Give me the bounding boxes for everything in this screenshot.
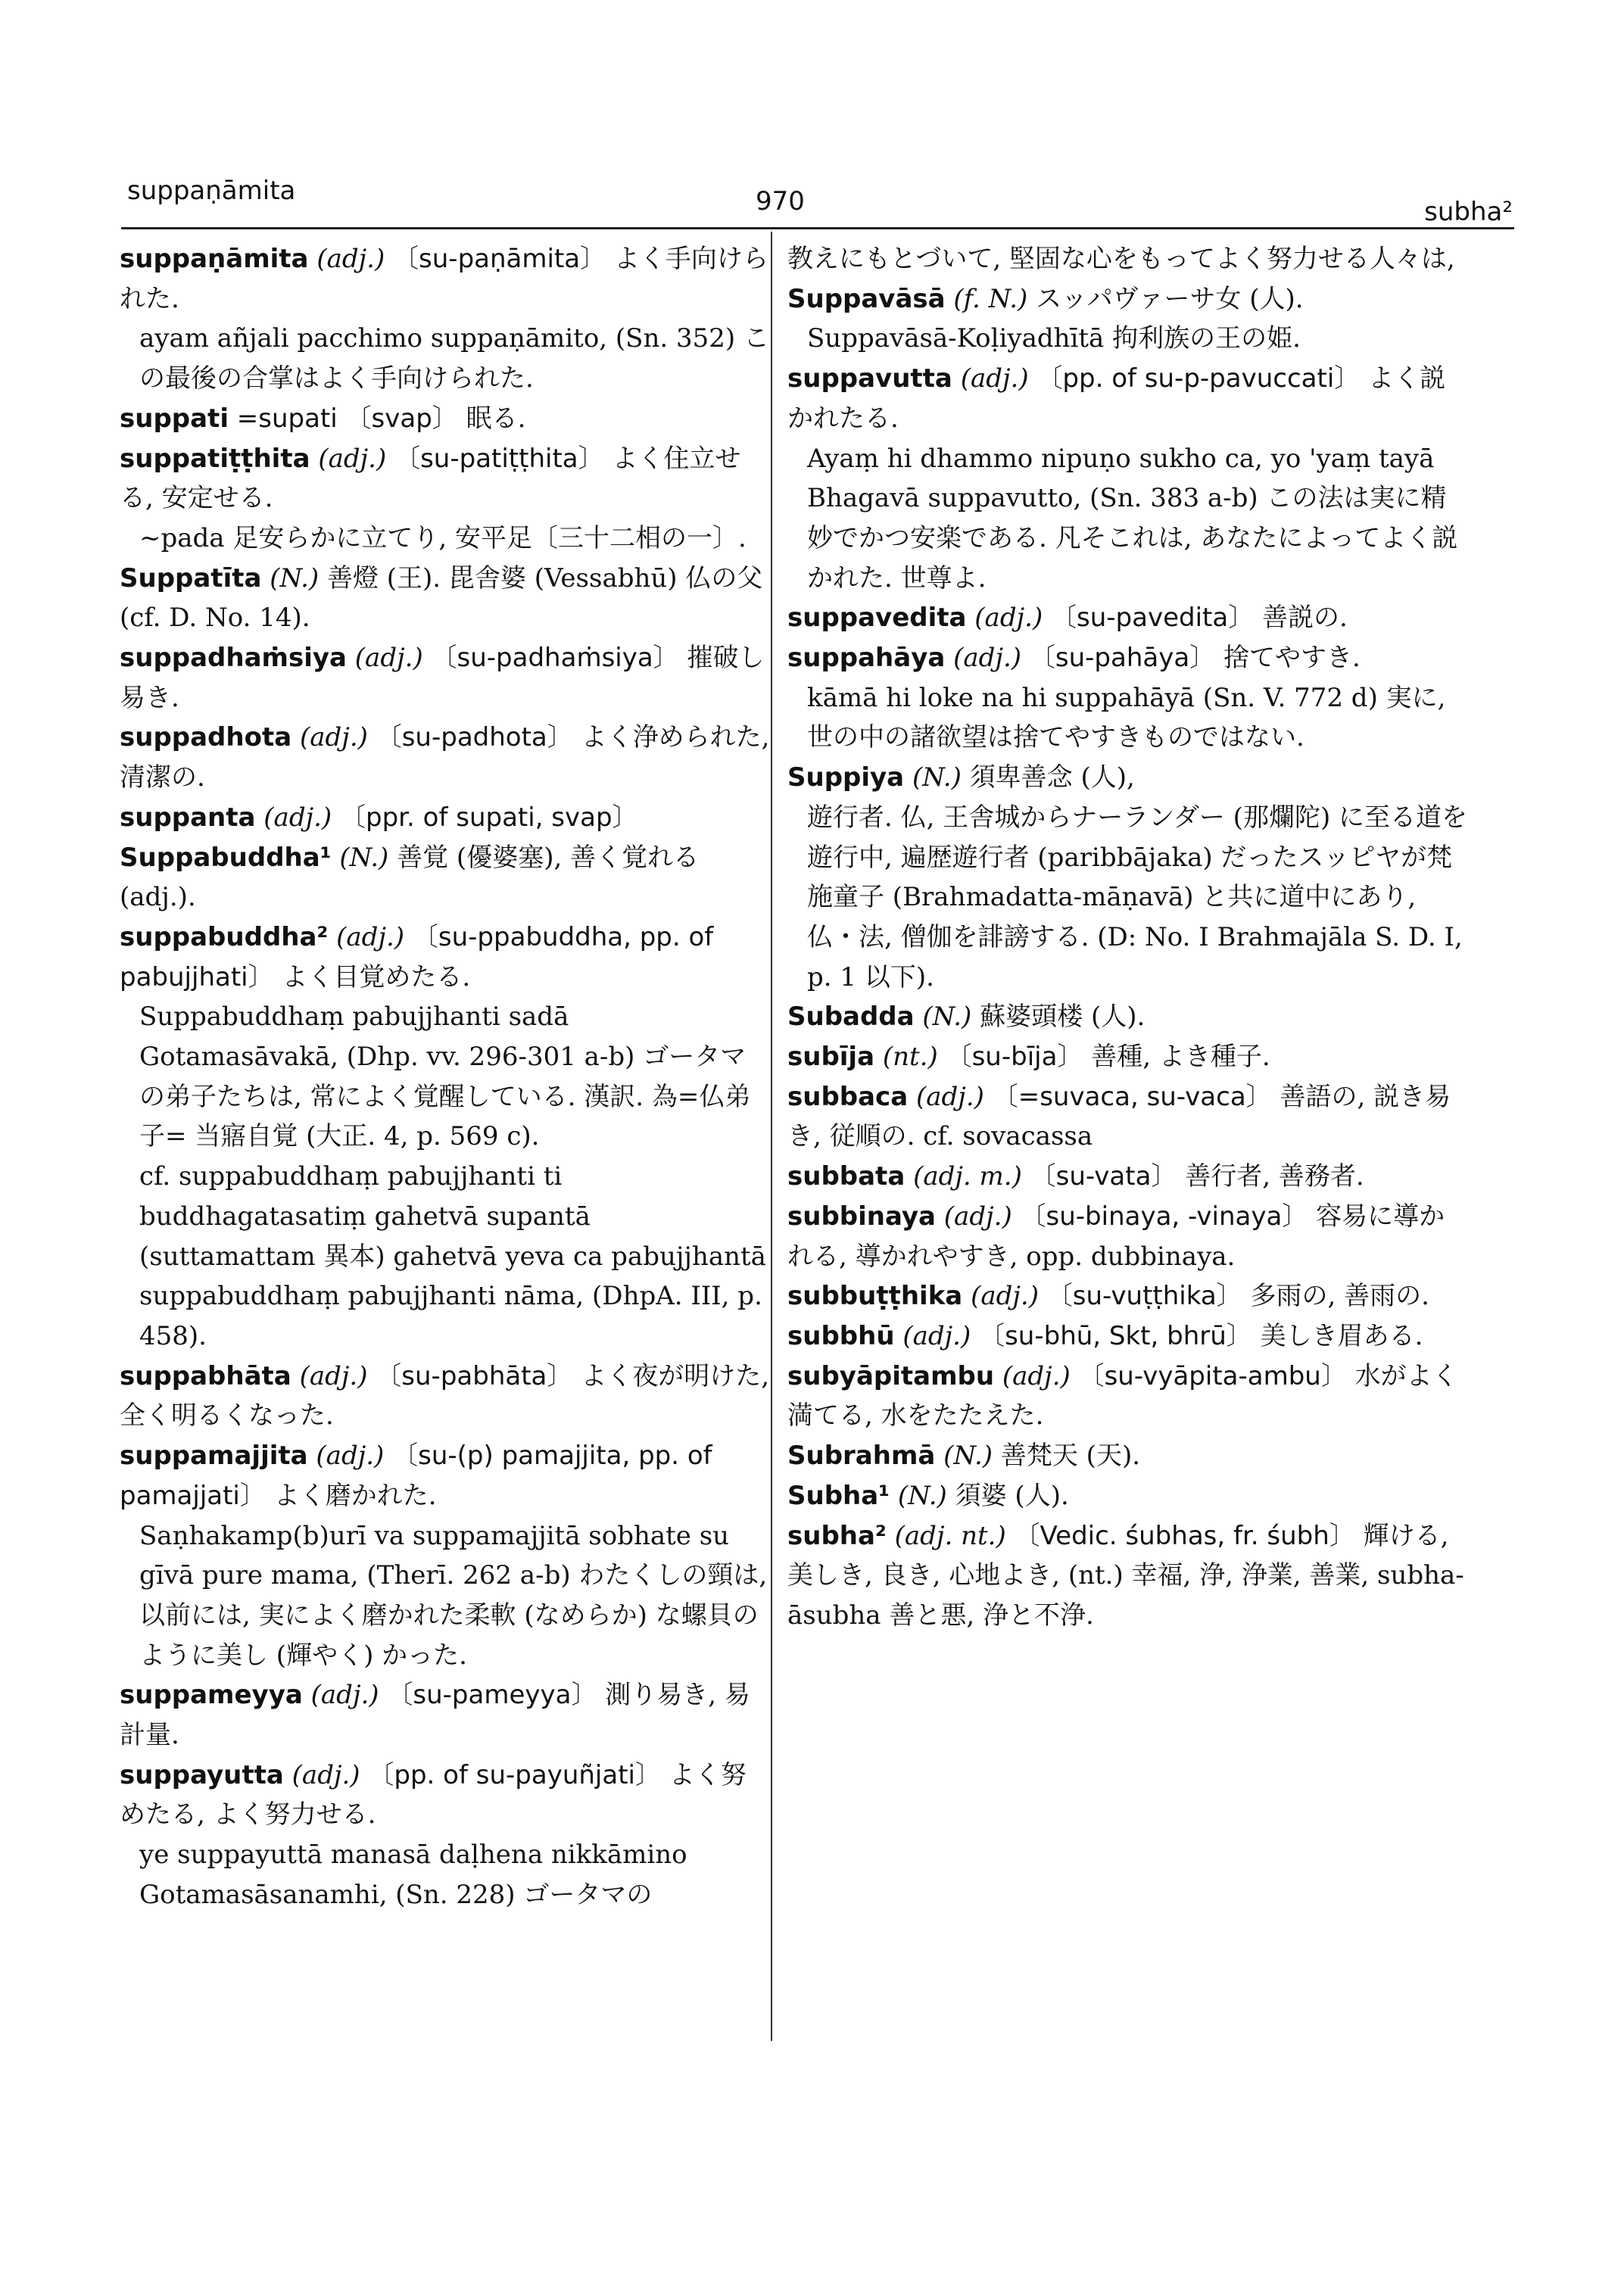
definition: 善覚 (優婆塞), 善く覚れる (adj.). xyxy=(120,842,700,913)
grammar-label: (N.) xyxy=(912,762,962,793)
headword: suppabhāta xyxy=(120,1360,291,1391)
headword: subīja xyxy=(787,1042,875,1073)
entry-line xyxy=(120,638,771,718)
definition: 測り易き, 易計量. xyxy=(120,1680,750,1751)
headword: subha² xyxy=(787,1520,887,1551)
entry-line xyxy=(787,598,1469,638)
grammar-label: (adj.) xyxy=(263,802,332,833)
definition: よく夜が明けた, 全く明るくなった. xyxy=(120,1360,770,1432)
etymology: 〔Vedic. śubhas, fr. śubh〕 xyxy=(1014,1520,1355,1551)
entry-line xyxy=(120,559,771,638)
grammar-label: (adj.) xyxy=(1002,1360,1071,1391)
definition: 須婆 (人). xyxy=(955,1480,1069,1511)
definition: よく説かれたる. xyxy=(787,363,1446,434)
dictionary-entry xyxy=(120,1357,771,1436)
usage-example: ye suppayuttā manasā daḷhena nikkāmino Gotamasāsanamhi, (Sn. 228) ゴータマの xyxy=(139,1840,687,1910)
usage-example: Ayaṃ hi dhammo nipuṇo sukho ca, yo 'yaṃ tayā Bhagavā suppavutto, (Sn. 383 a-b) この法は実に精妙でかつ安楽である. 凡そこれは, あなたによってよく説かれた. 世尊よ. xyxy=(807,443,1458,594)
dictionary-entry xyxy=(787,1157,1469,1197)
grammar-label: (adj.) xyxy=(310,1680,379,1711)
entry-line xyxy=(787,1316,1469,1357)
entry-line xyxy=(787,1037,1469,1077)
entry-line xyxy=(787,1357,1469,1436)
dictionary-entry xyxy=(787,1197,1469,1276)
entry-line xyxy=(120,1357,771,1436)
dictionary-entry xyxy=(787,1516,1469,1636)
etymology: 〔su-padhaṁsiya〕 xyxy=(431,643,679,674)
entry-line xyxy=(120,239,771,319)
headword: suppadhota xyxy=(120,722,292,753)
etymology: 〔su-vata〕 xyxy=(1030,1161,1177,1192)
definition: 多雨の, 善雨の. xyxy=(1250,1281,1429,1312)
headword: suppavedita xyxy=(787,603,967,634)
entry-line xyxy=(120,838,771,918)
grammar-label: (N.) xyxy=(339,842,389,873)
dictionary-entry xyxy=(787,1276,1469,1316)
entry-line xyxy=(787,1157,1469,1197)
definition: よく手向けられた. xyxy=(120,244,768,314)
grammar-label: (adj.) xyxy=(291,1759,360,1790)
entry-line xyxy=(120,718,771,797)
grammar-label: (adj.) xyxy=(336,921,405,952)
header-rule xyxy=(121,227,1514,229)
headword: suppaṇāmita xyxy=(120,244,309,274)
dictionary-entry xyxy=(120,559,771,638)
definition: よく努めたる, よく努力せる. xyxy=(120,1759,747,1830)
dictionary-entry xyxy=(120,1756,771,1915)
definition: 眠る. xyxy=(466,403,526,434)
dictionary-entry xyxy=(787,1037,1469,1077)
grammar-label: (adj.) xyxy=(960,363,1029,394)
grammar-label: (adj.) xyxy=(299,722,368,753)
headword: suppahāya xyxy=(787,643,946,674)
definition: 善梵天 (天). xyxy=(1000,1441,1141,1472)
headword: subbata xyxy=(787,1161,906,1192)
grammar-label: (N.) xyxy=(270,562,320,594)
dictionary-entry xyxy=(787,638,1469,758)
headword: Suppiya xyxy=(787,762,905,793)
dictionary-entry xyxy=(787,1476,1469,1516)
etymology: 〔su-pahāya〕 xyxy=(1029,643,1216,674)
etymology: 〔pp. of su-p-pavuccati〕 xyxy=(1036,363,1361,394)
header-first-word: suppaṇāmita xyxy=(127,176,296,206)
headword: suppadhaṁsiya xyxy=(120,643,347,674)
grammar-label: (f. N.) xyxy=(953,283,1028,314)
definition: 蘇婆頭楼 (人). xyxy=(980,1002,1146,1033)
grammar-label: (adj. m.) xyxy=(913,1161,1022,1192)
etymology: 〔su-bīja〕 xyxy=(946,1042,1083,1073)
entry-line xyxy=(787,1197,1469,1276)
etymology: 〔=suvaca, su-vaca〕 xyxy=(992,1081,1272,1112)
etymology: 〔su-pavedita〕 xyxy=(1051,603,1255,634)
entry-line xyxy=(120,798,771,838)
headword: Subrahmā xyxy=(787,1441,936,1472)
definition: 善燈 (王). 毘舎婆 (Vessabhū) 仏の父 (cf. D. No. 14). xyxy=(120,562,763,634)
dictionary-entry xyxy=(120,439,771,559)
etymology: 〔su-(p) pamajjita, pp. of pamajjati〕 xyxy=(120,1441,712,1511)
entry-line xyxy=(787,1476,1469,1516)
grammar-label: (adj.) xyxy=(316,244,385,274)
grammar-label: (adj.) xyxy=(943,1201,1012,1232)
definition: よく住立せる, 安定せる. xyxy=(120,443,741,514)
definition: 善行者, 善務者. xyxy=(1185,1161,1364,1192)
grammar-label: (adj. nt.) xyxy=(894,1520,1006,1551)
entry-line xyxy=(120,1436,771,1516)
headword: subbhū xyxy=(787,1320,895,1351)
headword: subyāpitambu xyxy=(787,1360,995,1391)
grammar-label: (N.) xyxy=(922,1002,972,1033)
dictionary-entry xyxy=(120,718,771,797)
dictionary-entry xyxy=(120,798,771,838)
headword: suppanta xyxy=(120,802,256,833)
definition: 容易に導かれる, 導かれやすき, opp. dubbinaya. xyxy=(787,1201,1445,1272)
usage-example: Suppabuddhaṃ pabujjhanti sadā Gotamasāvakā, (Dhp. vv. 296-301 a-b) ゴータマの弟子たちは, 常によく覚醒している. 漢訳. 為=仏弟子= 当寤自覚 (大正. 4, p. 569 c). xyxy=(139,1002,751,1152)
entry-line xyxy=(120,918,771,997)
definition: よく磨かれた. xyxy=(273,1480,437,1511)
grammar-label: (adj.) xyxy=(354,643,423,674)
dictionary-entry xyxy=(120,918,771,1357)
grammar-label: (adj.) xyxy=(318,443,387,474)
header-last-word: subha² xyxy=(1424,197,1513,227)
dictionary-entry xyxy=(120,239,771,399)
dictionary-entry xyxy=(120,1675,771,1755)
grammar-label: (adj.) xyxy=(971,1281,1039,1312)
dictionary-entry xyxy=(787,1436,1469,1476)
definition: 美しき眉ある. xyxy=(1260,1320,1423,1351)
dictionary-entry xyxy=(787,1316,1469,1357)
headword: suppavutta xyxy=(787,363,952,394)
etymology: 〔su-pameyya〕 xyxy=(387,1680,597,1711)
grammar-label: (adj.) xyxy=(902,1320,971,1351)
entry-line xyxy=(787,758,1469,798)
etymology: 〔ppr. of supati, svap〕 xyxy=(340,802,638,833)
headword: subbuṭṭhika xyxy=(787,1281,963,1312)
entry-line xyxy=(120,1675,771,1755)
dictionary-entry xyxy=(787,279,1469,359)
headword: suppamajjita xyxy=(120,1441,308,1472)
headword: suppatiṭṭhita xyxy=(120,443,310,474)
entry-line xyxy=(787,1516,1469,1636)
dictionary-entry xyxy=(787,997,1469,1037)
etymology: =supati 〔svap〕 xyxy=(236,403,458,434)
headword: suppati xyxy=(120,403,229,434)
headword: Suppavāsā xyxy=(787,283,946,314)
grammar-label: (adj.) xyxy=(953,643,1022,674)
definition: 善説の. xyxy=(1262,603,1348,634)
dictionary-entry xyxy=(787,1077,1469,1157)
entry-line xyxy=(787,359,1469,438)
entry-line xyxy=(120,399,771,439)
headword: subbinaya xyxy=(787,1201,936,1232)
entry-line xyxy=(787,279,1469,319)
definition: よく浄められた, 清潔の. xyxy=(120,722,770,793)
etymology: 〔su-pabhāta〕 xyxy=(376,1360,573,1391)
usage-example: ~pada 足安らかに立てり, 安平足〔三十二相の一〕. xyxy=(139,522,747,553)
definition: 摧破し易き. xyxy=(120,643,765,713)
entry-line xyxy=(787,638,1469,678)
grammar-label: (adj.) xyxy=(316,1441,385,1472)
definition: 須卑善念 (人), xyxy=(969,762,1135,793)
definition: よく目覚めたる. xyxy=(282,961,471,992)
entry-line xyxy=(787,1276,1469,1316)
definition: 善語の, 説き易き, 従順の. cf. sovacassa xyxy=(787,1081,1451,1152)
etymology: 〔su-paṇāmita〕 xyxy=(393,244,606,274)
left-column xyxy=(120,239,771,1915)
etymology: 〔su-vyāpita-ambu〕 xyxy=(1078,1360,1347,1391)
dictionary-entry xyxy=(120,399,771,439)
grammar-label: (nt.) xyxy=(882,1042,938,1073)
definition: 善種, よき種子. xyxy=(1091,1042,1270,1073)
etymology: 〔su-vuṭṭhika〕 xyxy=(1046,1281,1242,1312)
entry-line xyxy=(120,439,771,519)
headword: suppayutta xyxy=(120,1759,284,1790)
dictionary-entry xyxy=(787,359,1469,598)
grammar-label: (N.) xyxy=(943,1441,993,1472)
dictionary-entry xyxy=(787,1357,1469,1436)
column-divider xyxy=(771,232,772,2041)
etymology: 〔su-ppabuddha, pp. of pabujjhati〕 xyxy=(120,921,714,992)
grammar-label: (adj.) xyxy=(915,1081,984,1112)
etymology: 〔su-padhota〕 xyxy=(376,722,573,753)
definition: 捨てやすき. xyxy=(1223,643,1361,674)
usage-example: kāmā hi loke na hi suppahāyā (Sn. V. 772 d) 実に, 世の中の諸欲望は捨てやすきものではない. xyxy=(807,682,1446,753)
headword: subbaca xyxy=(787,1081,909,1112)
grammar-label: (N.) xyxy=(897,1480,947,1511)
etymology: 〔pp. of su-payuñjati〕 xyxy=(368,1759,661,1790)
usage-example: Suppavāsā-Koḷiyadhītā 拘利族の王の姫. xyxy=(807,323,1301,354)
usage-example: Saṇhakamp(b)urī va suppamajjitā sobhate su gīvā pure mama, (Therī. 262 a-b) わたくしの頸は, 以前には, 実によく磨かれた柔軟 (なめらか) な螺貝のように美し (輝やく) かった. xyxy=(139,1520,768,1671)
grammar-label: (adj.) xyxy=(299,1360,368,1391)
dictionary-entry xyxy=(787,239,1469,279)
dictionary-entry xyxy=(120,838,771,918)
usage-example: 遊行者. 仏, 王舎城からナーランダー (那爛陀) に至る道を遊行中, 遍歴遊行者 (paribbājaka) だったスッピヤが梵施童子 (Brahmadatta-māṇavā) と共に道中にあり, 仏・法, 僧伽を誹謗する. (D: No. I Brahmajāla S. D. I, p. 1 以下). xyxy=(807,802,1468,992)
dictionary-entry xyxy=(120,638,771,718)
definition: スッパヴァーサ女 (人). xyxy=(1036,283,1304,314)
usage-example: 教えにもとづいて, 堅固な心をもってよく努力せる人々は, xyxy=(787,244,1455,274)
headword: Subadda xyxy=(787,1002,915,1033)
definition: 輝ける, 美しき, 良き, 心地よき, (nt.) 幸福, 浄, 浄業, 善業, subha-āsubha 善と悪, 浄と不浄. xyxy=(787,1520,1464,1631)
headword: Subha¹ xyxy=(787,1480,890,1511)
etymology: 〔su-binaya, -vinaya〕 xyxy=(1020,1201,1308,1232)
headword: Suppabuddha¹ xyxy=(120,842,332,873)
grammar-label: (adj.) xyxy=(974,603,1043,634)
etymology: 〔su-patiṭṭhita〕 xyxy=(394,443,604,474)
headword: suppameyya xyxy=(120,1680,303,1711)
dictionary-entry xyxy=(787,598,1469,638)
usage-example: cf. suppabuddhaṃ pabujjhanti ti buddhagatasatiṃ gahetvā supantā (suttamattam 異本) gahetvā yeva ca pabujjhantā suppabuddhaṃ pabujjhanti nāma, (DhpA. III, p. 458). xyxy=(139,1161,766,1351)
etymology: 〔su-bhū, Skt, bhrū〕 xyxy=(979,1320,1252,1351)
running-header xyxy=(127,171,1513,227)
headword: suppabuddha² xyxy=(120,921,329,952)
dictionary-entry xyxy=(787,758,1469,997)
right-column xyxy=(787,239,1469,1636)
entry-line xyxy=(787,1077,1469,1157)
entry-line xyxy=(787,997,1469,1037)
entry-line xyxy=(787,1436,1469,1476)
usage-example: ayam añjali pacchimo suppaṇāmito, (Sn. 352) この最後の合掌はよく手向けられた. xyxy=(139,323,769,394)
headword: Suppatīta xyxy=(120,562,262,594)
dictionary-entry xyxy=(120,1436,771,1675)
page-number: 970 xyxy=(756,186,805,217)
entry-line xyxy=(120,1756,771,1835)
definition: 水がよく満てる, 水をたたえた. xyxy=(787,1360,1458,1432)
